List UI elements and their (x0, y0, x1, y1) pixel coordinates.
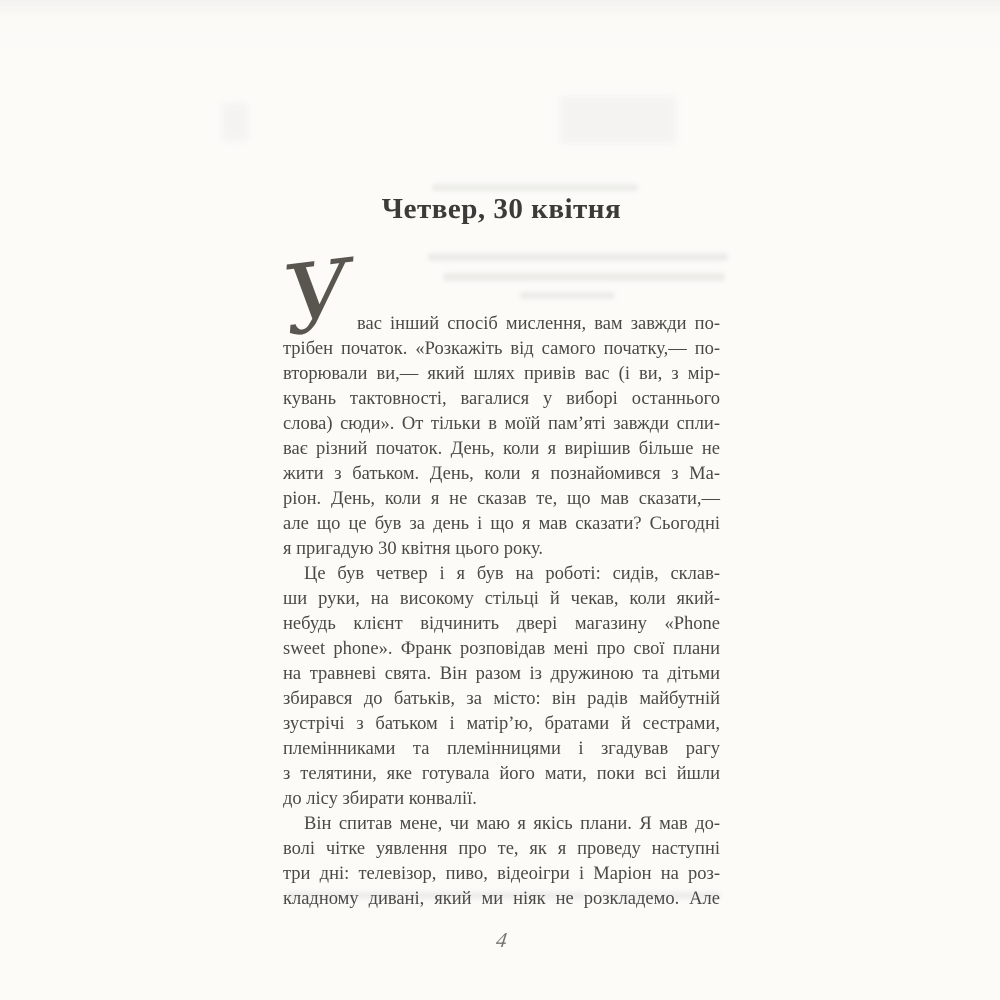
bleedthrough-artifact (560, 96, 676, 144)
text-line: трібен початок. «Розкажіть від самого початку,— по- (283, 339, 720, 359)
text-line: на травневі свята. Він разом із дружиною та дітьми (283, 664, 720, 684)
text-line: ріон. День, коли я не сказав те, що мав сказати,— (283, 489, 720, 509)
bleedthrough-artifact (432, 184, 638, 191)
text-line: вас інший спосіб мислення, вам завжди по- (357, 314, 720, 334)
text-line: sweet phone». Франк розповідав мені про свої плани (283, 639, 720, 659)
chapter-heading: Четвер, 30 квітня (381, 193, 622, 225)
text-line: я пригадую 30 квітня цього року. (283, 539, 544, 559)
drop-cap-letter: У (276, 238, 360, 358)
text-line: Це був четвер і я був на роботі: сидів, склав- (304, 564, 720, 584)
text-line: кладному дивані, який ми ніяк не розкладемо. Але (283, 889, 720, 909)
text-line: до лісу збирати конвалії. (283, 789, 477, 809)
text-line: ває різний початок. День, коли я вирішив більше не (283, 439, 720, 459)
text-line: жити з батьком. День, коли я познайомився з Ма- (283, 464, 720, 484)
text-line: небудь клієнт відчинить двері магазину «Phone (283, 614, 720, 634)
bleedthrough-artifact (222, 103, 248, 141)
page-number: 4 (494, 928, 509, 952)
text-line: племінниками та племінницями і згадував рагу (283, 739, 720, 759)
text-line: Він спитав мене, чи маю я якісь плани. Я мав до- (304, 814, 720, 834)
text-line: але що це був за день і що я мав сказати? Сьогодні (283, 514, 720, 534)
text-line: збирався до батьків, за місто: він радів майбутній (283, 689, 720, 709)
text-line: зустрічі з батьком і матір’ю, братами й сестрами, (283, 714, 720, 734)
text-line: ши руки, на високому стільці й чекав, коли який- (283, 589, 720, 609)
bleedthrough-artifact (520, 292, 615, 299)
text-line: волі чітке уявлення про те, як я проведу наступні (283, 839, 720, 859)
text-line: з телятини, яке готувала його мати, поки всі йшли (283, 764, 720, 784)
body-text (283, 312, 720, 912)
text-line: кувань тактовності, вагалися у виборі останнього (283, 389, 720, 409)
text-line: вторювали ви,— який шлях привів вас (і ви, з мір- (283, 364, 720, 384)
text-line: слова) сюди». От тільки в моїй пам’яті завжди спли- (283, 414, 720, 434)
text-line: три дні: телевізор, пиво, відеоігри і Маріон на роз- (283, 864, 720, 884)
bleedthrough-artifact (443, 273, 725, 281)
bleedthrough-artifact (428, 253, 728, 261)
